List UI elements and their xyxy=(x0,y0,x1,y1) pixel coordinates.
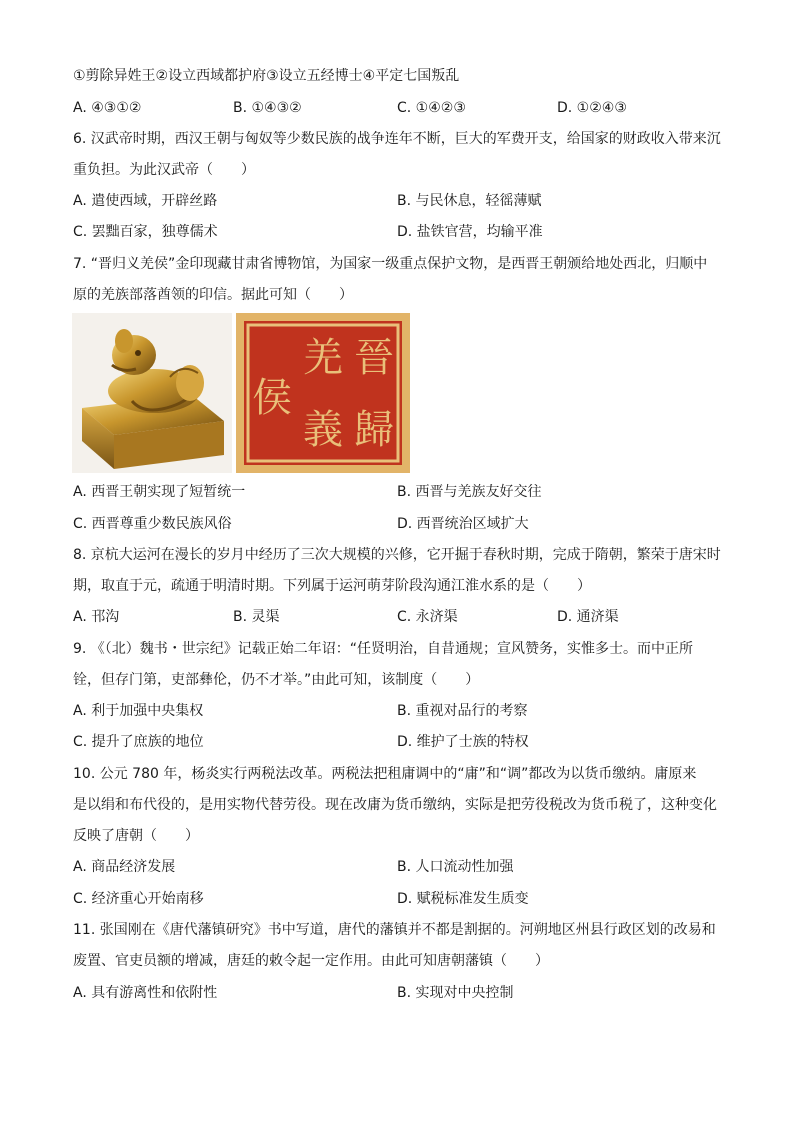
q10-stem-line1: 10. 公元 780 年，杨炎实行两税法改革。两税法把租庸调中的“庸”和“调”都改为以货币缴纳。庸原来 xyxy=(73,766,697,782)
q8-stem-line1: 8. 京杭大运河在漫长的岁月中经历了三次大规模的兴修，它开掘于春秋时期，完成于隋朝，繁荣于唐宋时 xyxy=(73,547,721,563)
q6-stem-line2: 重负担。为此汉武帝（ ） xyxy=(73,162,255,178)
q10-stem-line3: 反映了唐朝（ ） xyxy=(73,828,199,844)
q10-option-b: B. 人口流动性加强 xyxy=(397,859,514,875)
q9-stem-line1: 9. 《（北）魏书・世宗纪》记载正始二年诏：“任贤明治，自昔通规；宣风赞务，实惟多士。而中正所 xyxy=(73,641,694,657)
q6-option-a: A. 遣使西域，开辟丝路 xyxy=(73,193,218,209)
q10-option-d: D. 赋税标准发生质变 xyxy=(397,891,529,907)
q11-option-b: B. 实现对中央控制 xyxy=(397,985,514,1001)
gold-seal-figure xyxy=(72,313,410,473)
seal-char-5: 侯 xyxy=(252,375,292,421)
q5-stem: ①剪除异姓王②设立西域都护府③设立五经博士④平定七国叛乱 xyxy=(73,68,460,84)
q8-option-c: C. 永济渠 xyxy=(397,609,458,625)
q11-stem-line2: 废置、官吏员额的增减，唐廷的敕令起一定作用。由此可知唐朝藩镇（ ） xyxy=(73,953,549,969)
q9-option-d: D. 维护了士族的特权 xyxy=(397,734,529,750)
q5-option-d: D. ①②④③ xyxy=(557,100,627,116)
q7-option-a: A. 西晋王朝实现了短暂统一 xyxy=(73,484,246,500)
q9-stem-line2: 铨，但存门第，吏部彝伦，仍不才举。”由此可知，该制度（ ） xyxy=(73,672,480,688)
q5-option-b: B. ①④③② xyxy=(233,100,302,116)
seal-char-4: 義 xyxy=(303,407,343,453)
q7-option-b: B. 西晋与羌族友好交往 xyxy=(397,484,542,500)
q11-stem-line1: 11. 张国刚在《唐代藩镇研究》书中写道，唐代的藩镇并不都是割据的。河朔地区州县行政区划的改易和 xyxy=(73,922,716,938)
gold-seal-images xyxy=(72,313,410,473)
q7-stem-line1: 7. “晋归义羌侯”金印现藏甘肃省博物馆，为国家一级重点保护文物，是西晋王朝颁给地处西北，归顺中 xyxy=(73,256,708,272)
q9-option-b: B. 重视对品行的考察 xyxy=(397,703,528,719)
q7-option-d: D. 西晋统治区域扩大 xyxy=(397,516,529,532)
q6-option-b: B. 与民休息，轻徭薄赋 xyxy=(397,193,542,209)
q10-option-c: C. 经济重心开始南移 xyxy=(73,891,204,907)
q8-option-b: B. 灵渠 xyxy=(233,609,280,625)
q9-option-a: A. 利于加强中央集权 xyxy=(73,703,204,719)
q5-option-c: C. ①④②③ xyxy=(397,100,466,116)
q7-option-c: C. 西晋尊重少数民族风俗 xyxy=(73,516,232,532)
seal-imprint xyxy=(236,313,410,473)
q10-stem-line2: 是以绢和布代役的，是用实物代替劳役。现在改庸为货币缴纳，实际是把劳役税改为货币税了，这种变化 xyxy=(73,797,717,813)
q6-stem-line1: 6. 汉武帝时期，西汉王朝与匈奴等少数民族的战争连年不断，巨大的军费开支，给国家的财政收入带来沉 xyxy=(73,131,721,147)
gold-seal-photo xyxy=(72,313,232,473)
seal-char-1: 晉 xyxy=(354,335,394,381)
q8-stem-line2: 期，取直于元，疏通于明清时期。下列属于运河萌芽阶段沟通江淮水系的是（ ） xyxy=(73,578,591,594)
q5-option-a: A. ④③①② xyxy=(73,100,142,116)
q8-option-a: A. 邗沟 xyxy=(73,609,120,625)
q6-option-c: C. 罢黜百家，独尊儒术 xyxy=(73,224,218,240)
q10-option-a: A. 商品经济发展 xyxy=(73,859,176,875)
q9-option-c: C. 提升了庶族的地位 xyxy=(73,734,204,750)
q11-option-a: A. 具有游离性和依附性 xyxy=(73,985,218,1001)
seal-char-3: 羌 xyxy=(303,335,343,381)
q8-option-d: D. 通济渠 xyxy=(557,609,619,625)
q6-option-d: D. 盐铁官营，均输平准 xyxy=(397,224,543,240)
q7-stem-line2: 原的羌族部落酋领的印信。据此可知（ ） xyxy=(73,287,353,303)
seal-char-2: 歸 xyxy=(354,407,394,453)
